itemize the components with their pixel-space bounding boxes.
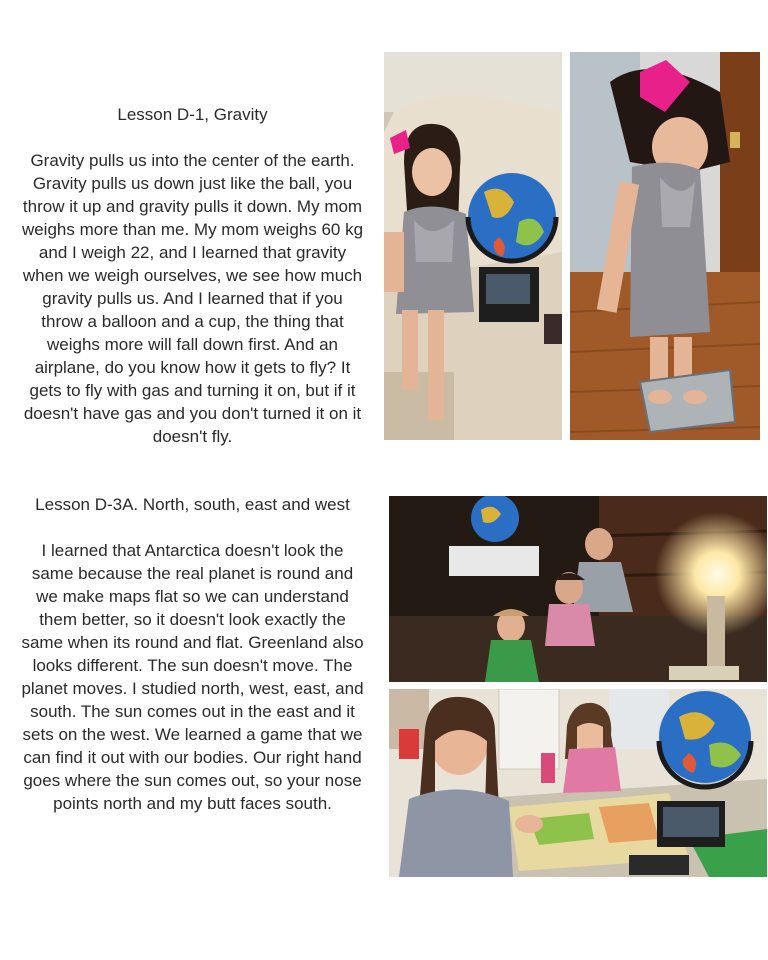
lesson-d3a-section — [20, 493, 365, 815]
photo-girl-on-scale-image — [570, 52, 760, 440]
lesson-d1-title: Lesson D-1, Gravity — [117, 105, 268, 124]
photo-girls-map-globe — [389, 689, 767, 877]
photo-girls-map-globe-image — [389, 689, 767, 877]
photo-kids-lamp-globe-image — [389, 496, 767, 682]
photo-girl-on-scale — [570, 52, 760, 440]
lesson-d3a-body: I learned that Antarctica doesn't look the same because the real planet is round and we make maps flat so we can understand them better, so it doesn't look exactly the same when its round and flat. Greenland also looks different. The sun doesn't move. The planet moves. I studied north, west, east, and south. The sun comes out in the east and it sets on the west. We learned a game that we can find it out with our bodies. Our right hand goes where the sun comes out, so your nose points north and my butt faces south. — [21, 541, 364, 813]
photo-girl-sofa-globe — [384, 52, 562, 440]
photo-girl-sofa-globe-image — [384, 52, 562, 440]
lesson-d1-section — [20, 103, 365, 448]
lesson-d1-body: Gravity pulls us into the center of the earth. Gravity pulls us down just like the ball, you throw it up and gravity pulls it down. My mom weighs more than me. My mom weighs 60 kg and I weigh 22, and I learned that gravity when we weigh ourselves, we see how much gravity pulls us. And I learned that if you throw a balloon and a cup, the thing that weighs more will fall down first. And an airplane, do you know how it gets to fly? It gets to fly with gas and turning it on, but if it doesn't have gas and you don't turned it on it doesn't fly. — [21, 151, 364, 446]
photo-kids-lamp-globe — [389, 496, 767, 682]
lesson-d3a-title: Lesson D-3A. North, south, east and west — [35, 495, 350, 514]
